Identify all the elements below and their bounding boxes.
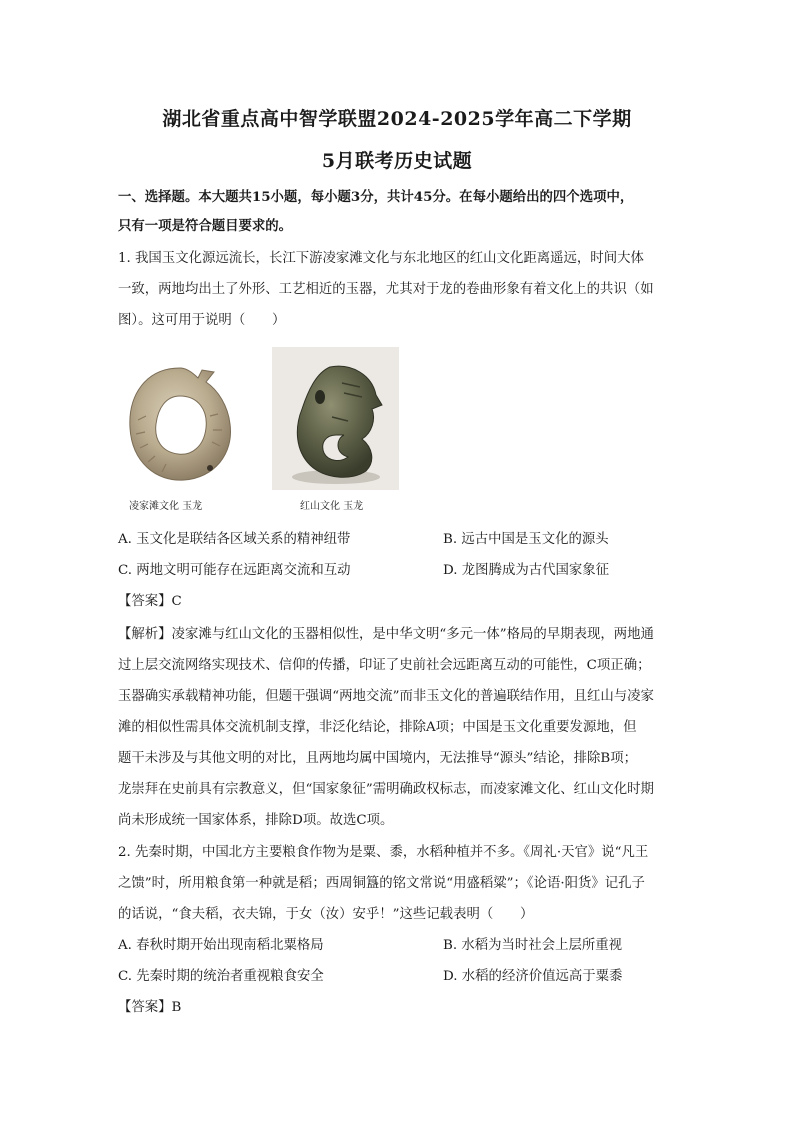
q2-answer: 【答案】B [118, 1000, 182, 1015]
figure-caption-lingjiatan: 凌家滩文化 玉龙 [129, 501, 203, 512]
q1-analysis-line: 玉器确实承载精神功能，但题干强调“两地交流”而非玉文化的普遍联结作用，且红山与凌家 [118, 689, 654, 704]
q1-option-a[interactable]: A. 玉文化是联结各区域关系的精神纽带 [118, 532, 351, 547]
q1-stem-line: 一致，两地均出土了外形、工艺相近的玉器，尤其对于龙的卷曲形象有着文化上的共识（如 [118, 282, 654, 297]
lingjiatan-jade-dragon-image [118, 350, 243, 495]
q1-analysis-line: 【解析】凌家滩与红山文化的玉器相似性，是中华文明“多元一体”格局的早期表现，两地通 [118, 627, 654, 642]
q1-stem-line: 图）。这可用于说明（ ） [118, 313, 286, 328]
q1-analysis-line: 题干未涉及与其他文明的对比，且两地均属中国境内，无法推导“源头”结论，排除B项； [118, 751, 637, 766]
q1-stem-line: 1. 我国玉文化源远流长，长江下游凌家滩文化与东北地区的红山文化距离遥远，时间大体 [118, 251, 644, 266]
figure-caption-hongshan: 红山文化 玉龙 [300, 501, 364, 512]
q2-option-c[interactable]: C. 先秦时期的统治者重视粮食安全 [118, 969, 324, 984]
q2-option-d[interactable]: D. 水稻的经济价值远高于粟黍 [443, 969, 623, 984]
q2-stem-line: 2. 先秦时期，中国北方主要粮食作物为是粟、黍，水稻种植并不多。《周礼·天官》说“凡王 [118, 845, 649, 860]
page-subtitle: 5月联考历史试题 [321, 150, 473, 172]
q2-option-a[interactable]: A. 春秋时期开始出现南稻北粟格局 [118, 938, 324, 953]
q2-stem-line: 之馈”时，所用粮食第一种就是稻；西周铜簋的铭文常说“用盛稻粱”；《论语·阳货》记孔子 [118, 876, 645, 891]
q1-option-c[interactable]: C. 两地文明可能存在远距离交流和互动 [118, 563, 351, 578]
q1-analysis-line: 尚未形成统一国家体系，排除D项。故选C项。 [118, 813, 394, 828]
q1-answer: 【答案】C [118, 594, 182, 609]
q1-analysis-line: 过上层交流网络实现技术、信仰的传播，印证了史前社会远距离互动的可能性，C项正确； [118, 658, 651, 673]
section-heading-cont: 只有一项是符合题目要求的。 [118, 218, 293, 234]
q2-stem-line: 的话说，“食夫稻，衣夫锦，于女（汝）安乎！”这些记载表明（ ） [118, 907, 534, 922]
q1-analysis-line: 龙崇拜在史前具有宗教意义，但“国家象征”需明确政权标志，而凌家滩文化、红山文化时期 [118, 782, 654, 797]
q1-analysis-line: 滩的相似性需具体交流机制支撑，非泛化结论，排除A项；中国是玉文化重要发源地，但 [118, 720, 637, 735]
q2-option-b[interactable]: B. 水稻为当时社会上层所重视 [443, 938, 623, 953]
q1-option-b[interactable]: B. 远古中国是玉文化的源头 [443, 532, 609, 547]
page-title: 湖北省重点高中智学联盟2024-2025学年高二下学期 [162, 108, 632, 130]
q1-option-d[interactable]: D. 龙图腾成为古代国家象征 [443, 563, 610, 578]
hongshan-jade-dragon-image [272, 347, 399, 490]
section-heading: 一、选择题。本大题共15小题，每小题3分，共计45分。在每小题给出的四个选项中， [118, 189, 634, 205]
